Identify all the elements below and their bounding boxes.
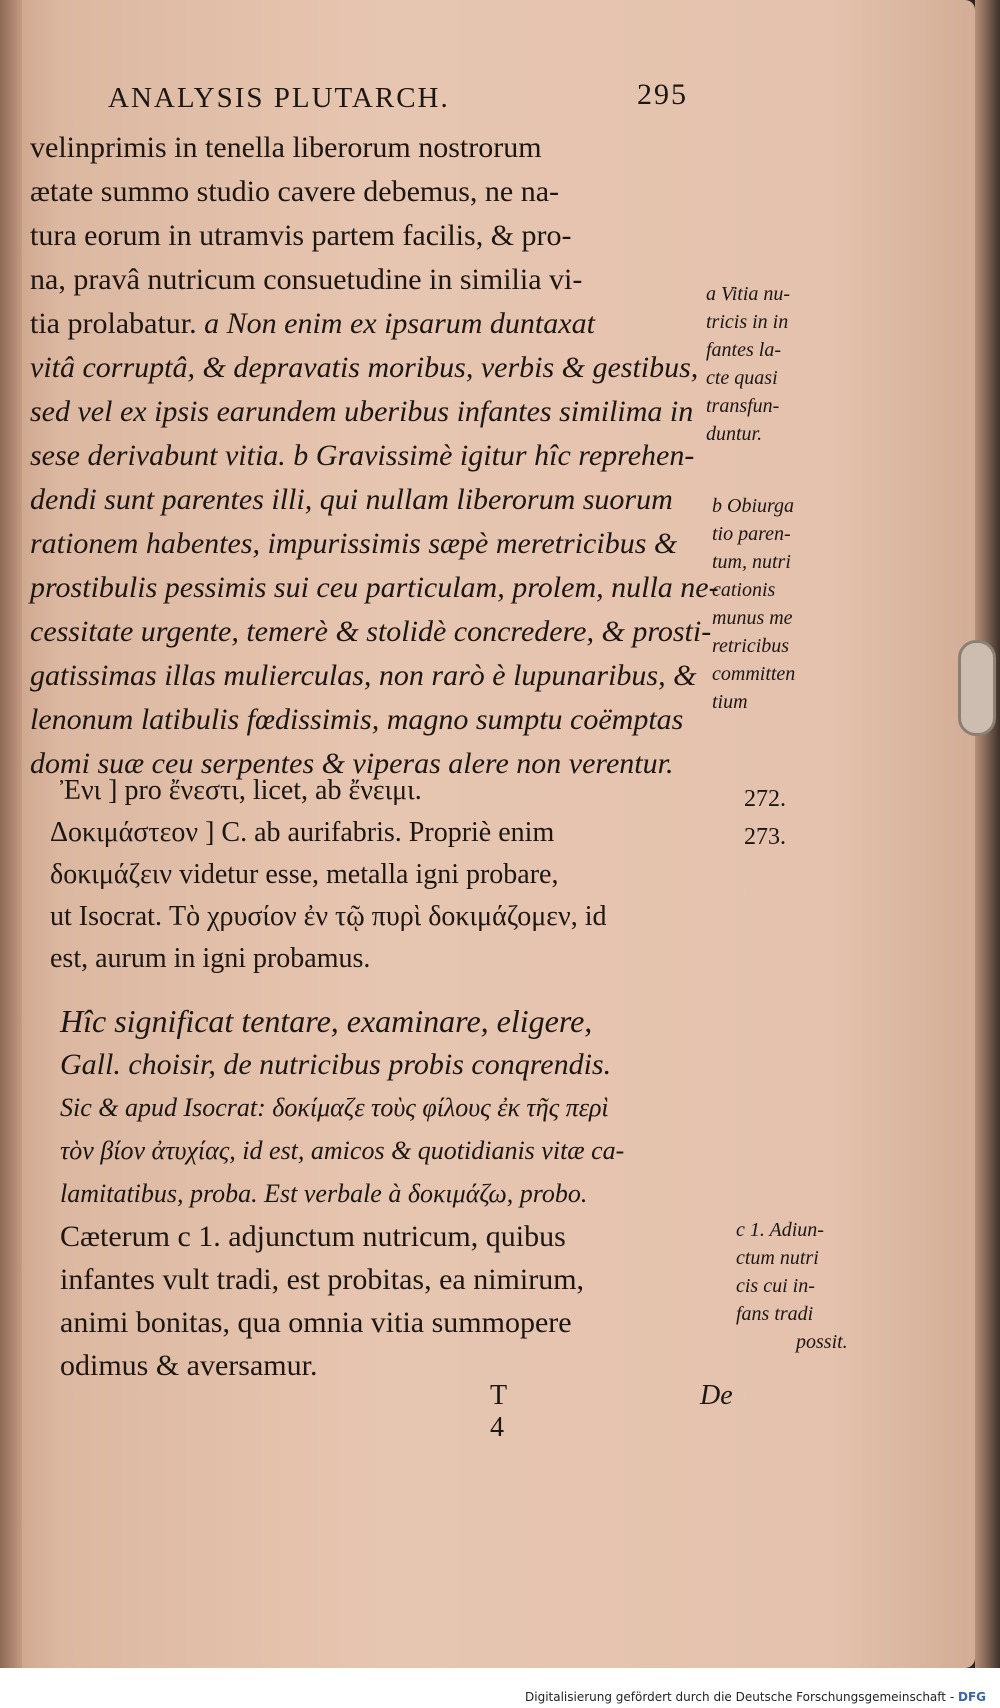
footer-credit [525, 1690, 986, 1704]
text-line: rationem habentes, impurissimis sæpè meretricibus & [30, 527, 678, 560]
text-line [30, 302, 710, 346]
text-line: δοκιμάζειν videtur esse, metalla igni probare, [50, 859, 559, 890]
margin-line: transfun- [706, 395, 780, 417]
text-line: sese derivabunt vitia. b Gravissimè igitur hîc reprehen- [30, 439, 695, 472]
text-segment-italic: a Non enim ex ipsarum duntaxat [204, 307, 595, 340]
running-title: ANALYSIS PLUTARCH. [108, 82, 450, 114]
margin-line: committen [712, 663, 796, 685]
footer-text: Digitalisierung gefördert durch die Deutsche Forschungsgemeinschaft - [525, 1690, 955, 1704]
text-line: Cæterum c 1. adjunctum nutricum, quibus [60, 1220, 566, 1253]
text-line: Ἐνι ] pro ἔνεστι, licet, ab ἔνειμι. [60, 775, 422, 806]
margin-line: a Vitia nu- [706, 283, 791, 305]
text-line: vitâ corruptâ, & depravatis moribus, verbis & gestibus, [30, 351, 699, 384]
main-paragraph [30, 126, 719, 786]
margin-line: cationis [712, 579, 776, 601]
text-line: Δοκιμάστεον ] C. ab aurifabris. Propriè enim [50, 817, 555, 848]
margin-line: fans tradi [736, 1303, 814, 1325]
text-line: infantes vult tradi, est probitas, ea nimirum, [60, 1263, 585, 1296]
text-segment: tia prolabatur. [30, 307, 197, 340]
text-line: animi bonitas, qua omnia vitia summopere [60, 1306, 572, 1339]
margin-line: tio paren- [712, 523, 791, 545]
text-line: lamitatibus, proba. Est verbale à δοκιμάζω, probo. [60, 1179, 588, 1208]
margin-line: possit. [796, 1331, 848, 1353]
text-line: dendi sunt parentes illi, qui nullam liberorum suorum [30, 483, 673, 516]
page-gutter [0, 0, 22, 1668]
margin-line: ctum nutri [736, 1247, 819, 1269]
margin-note-a [706, 280, 790, 448]
text-line: domi suæ ceu serpentes & viperas alere non verentur. [30, 747, 674, 780]
margin-line: tricis in in [706, 311, 789, 333]
lemma-dokimasteon [50, 812, 690, 980]
margin-note-c [736, 1216, 848, 1356]
text-line: prostibulis pessimis sui ceu particulam, prolem, nulla ne- [30, 571, 719, 604]
margin-line: fantes la- [706, 339, 781, 361]
margin-line: cte quasi [706, 367, 778, 389]
text-line: lenonum latibulis fœdissimis, magno sumptu coëmptas [30, 703, 684, 736]
text-line: na, pravâ nutricum consuetudine in similia vi- [30, 263, 583, 296]
margin-page-refs [744, 780, 786, 856]
second-paragraph [60, 1000, 720, 1387]
text-line: odimus & aversamur. [60, 1349, 318, 1382]
text-line: sed vel ex ipsis earundem uberibus infantes similima in [30, 395, 694, 428]
text-line: ut Isocrat. Τὸ χρυσίον ἐν τῷ πυρὶ δοκιμάζομεν, id [50, 901, 607, 932]
running-header [108, 78, 688, 122]
margin-line: tium [712, 691, 748, 713]
text-line: Sic & apud Isocrat: δοκίμαζε τοὺς φίλους ἐκ τῆς περὶ [60, 1093, 609, 1122]
margin-line: tum, nutri [712, 551, 791, 573]
text-line: gatissimas illas mulierculas, non rarò è lupunaribus, & [30, 659, 697, 692]
margin-line: c 1. Adiun- [736, 1219, 824, 1241]
book-clasp [958, 640, 996, 736]
margin-note-b [712, 492, 795, 716]
margin-line: munus me [712, 607, 793, 629]
margin-line: b Obiurga [712, 495, 795, 517]
signature-mark: T 4 [490, 1380, 507, 1443]
margin-ref: 273. [744, 824, 786, 850]
text-line: Hîc significat tentare, examinare, eligere, [60, 1003, 593, 1039]
dfg-logo: DFG [957, 1690, 986, 1704]
text-line: velinprimis in tenella liberorum nostrorum [30, 131, 542, 164]
margin-line: cis cui in- [736, 1275, 815, 1297]
text-line: tura eorum in utramvis partem facilis, & pro- [30, 219, 572, 252]
text-line: τὸν βίον ἀτυχίας, id est, amicos & quotidianis vitæ ca- [60, 1136, 625, 1165]
text-line: ætate summo studio cavere debemus, ne na- [30, 175, 560, 208]
margin-line: duntur. [706, 423, 763, 445]
text-line: est, aurum in igni probamus. [50, 943, 371, 974]
text-line: cessitate urgente, temerè & stolidè concredere, & prosti- [30, 615, 712, 648]
text-line: Gall. choisir, de nutricibus probis conqrendis. [60, 1048, 612, 1081]
page-number: 295 [637, 78, 688, 111]
margin-ref: 272. [744, 786, 786, 812]
lemma-eni [60, 770, 700, 812]
catchword: De [700, 1380, 733, 1411]
page-edge [975, 0, 1000, 1668]
margin-line: retricibus [712, 635, 790, 657]
